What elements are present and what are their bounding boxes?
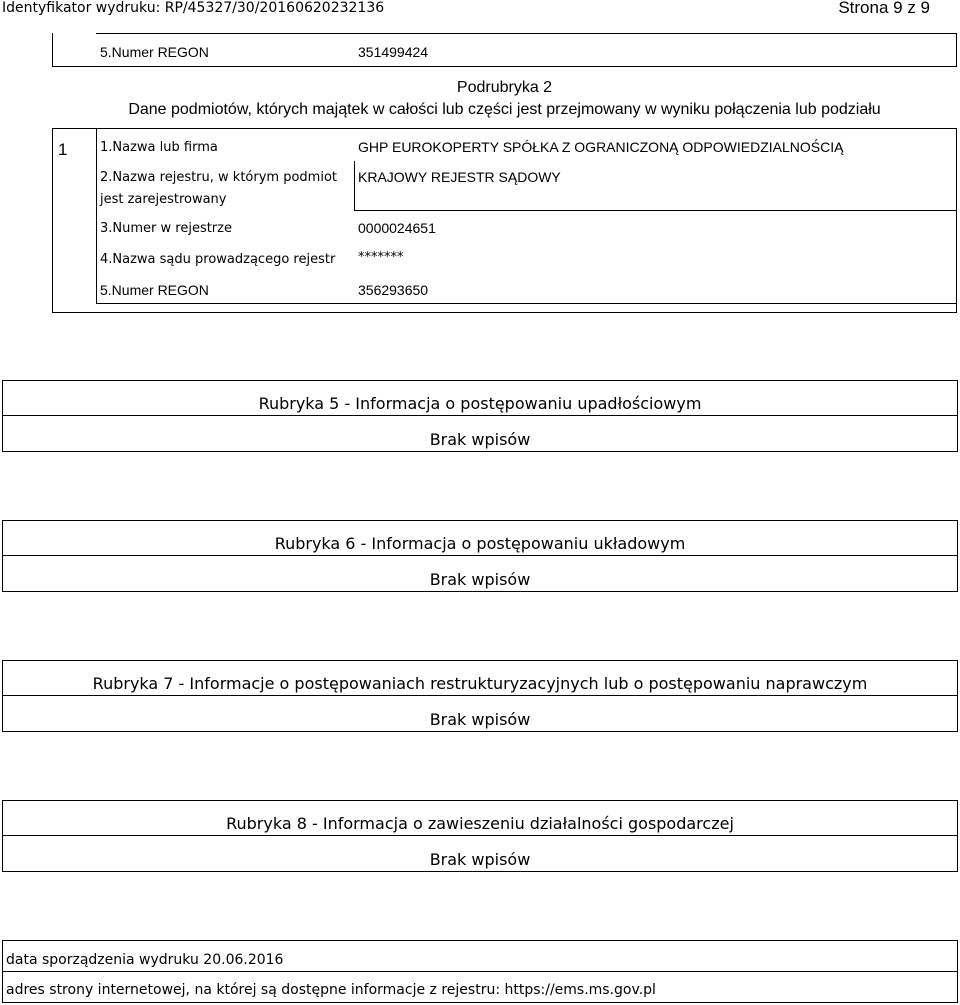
footer-box [2,940,958,1003]
footer-address: adres strony internetowej, na której są dostępne informacje z rejestru: https://ems.ms.gov.pl [6,982,656,998]
footer-date: data sporządzenia wydruku 20.06.2016 [6,952,284,968]
subsection-description: Dane podmiotów, których majątek w całości lub części jest przejmowany w wyniku połączenia lub podziału [128,101,881,118]
rubric-6-status: Brak wpisów [429,570,531,589]
rubric-7-title: Rubryka 7 - Informacje o postępowaniach restrukturyzacyjnych lub o postępowaniu naprawczym [92,674,868,693]
top-regon-label: 5.Numer REGON [100,44,209,60]
entity-number-value: 0000024651 [358,220,436,236]
subsection-title: Podrubryka 2 [456,79,553,96]
print-identifier: Identyfikator wydruku: RP/45327/30/20160620232136 [2,0,385,16]
entity-court-value: ******* [358,250,404,265]
entity-number-label: 3.Numer w rejestrze [100,221,232,236]
rubric-8-status: Brak wpisów [429,850,531,869]
entity-name-value: GHP EUROKOPERTY SPÓŁKA Z OGRANICZONĄ ODPOWIEDZIALNOŚCIĄ [358,139,844,155]
rubric-8-title: Rubryka 8 - Informacja o zawieszeniu działalności gospodarczej [226,814,734,833]
rubric-5-title: Rubryka 5 - Informacja o postępowaniu upadłościowym [258,394,702,413]
rubric-5-status: Brak wpisów [429,430,531,449]
entity-index: 1 [58,140,68,159]
entity-register-label-line1: 2.Nazwa rejestru, w którym podmiot [100,170,337,185]
entity-court-label: 4.Nazwa sądu prowadzącego rejestr [100,252,336,267]
entity-regon-value: 356293650 [358,282,429,298]
entity-regon-label: 5.Numer REGON [100,282,209,298]
rubric-7-box [2,660,958,732]
rubric-6-box [2,520,958,592]
rubric-8-box [2,800,958,872]
rubric-7-status: Brak wpisów [429,710,531,729]
entity-register-label-line2: jest zarejestrowany [100,192,227,207]
page-number: Strona 9 z 9 [838,0,930,17]
top-regon-value: 351499424 [358,44,429,60]
entity-name-label: 1.Nazwa lub firma [100,140,218,155]
entity-register-value: KRAJOWY REJESTR SĄDOWY [358,169,561,185]
rubric-5-box [2,380,958,452]
rubric-6-title: Rubryka 6 - Informacja o postępowaniu układowym [274,534,686,553]
